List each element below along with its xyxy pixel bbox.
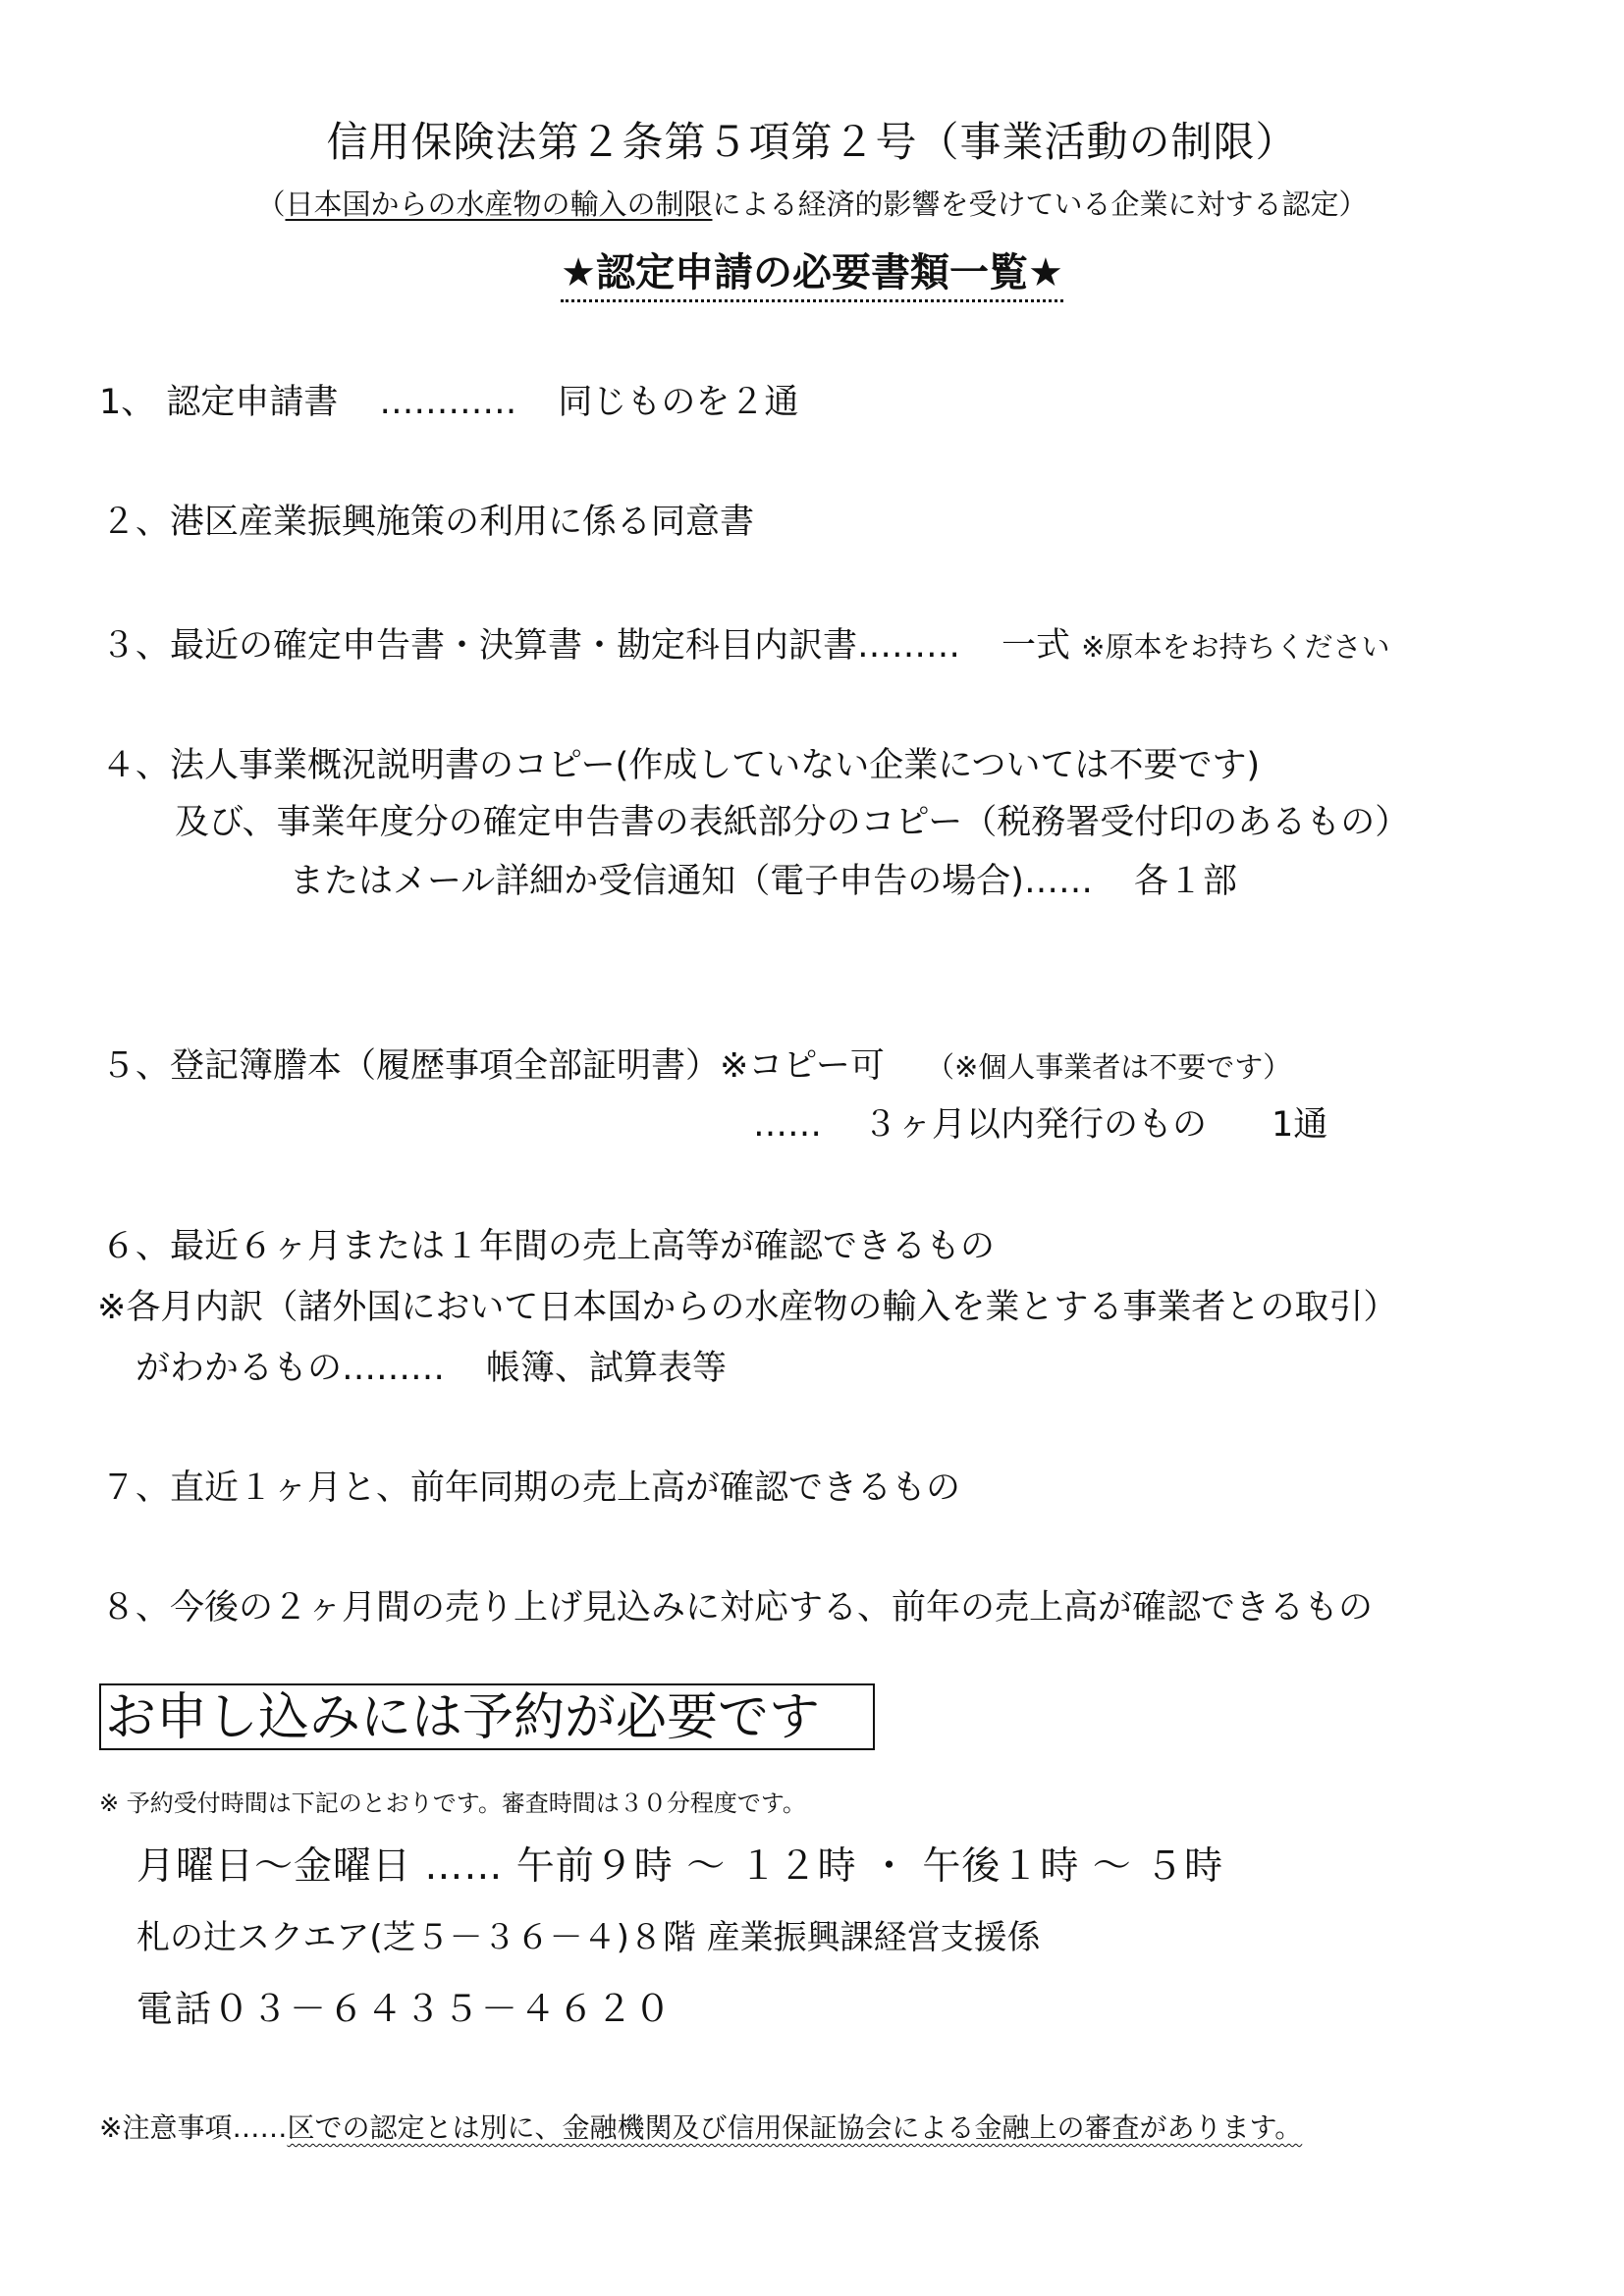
reservation-hours: 月曜日～金曜日 …… 午前９時 ～ １２時 ・ 午後１時 ～ ５時 (136, 1844, 1224, 1889)
item-8: ８、今後の２ヶ月間の売り上げ見込みに対応する、前年の売上高が確認できるもの (101, 1588, 1374, 1628)
item-6-line-2: ※各月内訳（諸外国において日本国からの水産物の輸入を業とする事業者との取引） (97, 1288, 1398, 1327)
item-4-detail: 各１部 (1133, 862, 1237, 901)
item-4-line-1: ４、法人事業概況説明書のコピー(作成していない企業については不要です) (101, 746, 1261, 785)
item-3-note: ※原本をお持ちください (1081, 630, 1390, 664)
required-documents-heading (0, 241, 1624, 297)
item-4-line-3 (290, 854, 1237, 903)
subtitle-underlined-text: 日本国からの水産物の輸入の制限 (285, 187, 713, 221)
item-1-dots: ………… (379, 383, 517, 422)
phone-number: 電話０３－６４３５－４６２０ (136, 1988, 673, 2030)
document-subtitle (0, 183, 1624, 223)
item-4-line-2: 及び、事業年度分の確定申告書の表紙部分のコピー（税務署受付印のあるもの） (175, 803, 1410, 842)
item-3 (101, 618, 1389, 667)
caution-prefix: ※注意事項…… (99, 2111, 288, 2144)
item-5-line-2 (753, 1097, 1327, 1147)
item-1-detail: 同じものを２通 (558, 383, 799, 422)
item-6-detail: 帳簿、試算表等 (486, 1349, 728, 1388)
item-3-detail: 一式 (1001, 626, 1071, 666)
item-5-dots: …… (753, 1105, 822, 1145)
item-2 (101, 495, 754, 544)
item-5-validity: ３ヶ月以内発行のもの (863, 1105, 1208, 1145)
reservation-note: ※ 予約受付時間は下記のとおりです。審査時間は３０分程度です。 (99, 1789, 806, 1817)
caution-text: 区での認定とは別に、金融機関及び信用保証協会による金融上の審査があります。 (287, 2111, 1303, 2144)
item-5-note: （※個人事業者は不要です） (925, 1050, 1292, 1084)
office-address: 札の辻スクエア(芝５－３６－４)８階 産業振興課経営支援係 (136, 1918, 1041, 1957)
item-1-label: 1、 認定申請書 (99, 383, 339, 422)
document-title: 信用保険法第２条第５項第２号（事業活動の制限） (326, 118, 1298, 166)
item-6-line-1: ６、最近６ヶ月または１年間の売上高等が確認できるもの (101, 1227, 996, 1266)
item-4-line-3-text: またはメール詳細か受信通知（電子申告の場合)…… (290, 862, 1093, 901)
subtitle-open-paren: （ (256, 187, 286, 221)
item-2-label: ２、港区産業振興施策の利用に係る同意書 (101, 503, 755, 542)
item-5-detail: 1通 (1272, 1105, 1328, 1145)
item-3-label: ３、最近の確定申告書・決算書・勘定科目内訳書……… (101, 626, 961, 666)
item-7: ７、直近１ヶ月と、前年同期の売上高が確認できるもの (101, 1468, 961, 1508)
heading-text: ★認定申請の必要書類一覧★ (561, 250, 1063, 302)
item-6-line-3-text: がわかるもの……… (135, 1349, 446, 1388)
item-5-line-1 (101, 1039, 1291, 1088)
item-6-line-3 (135, 1341, 727, 1390)
caution-note (99, 2107, 1302, 2146)
subtitle-rest-text: による経済的影響を受けている企業に対する認定） (712, 187, 1368, 221)
item-5-label: ５、登記簿謄本（履歴事項全部証明書）※コピー可 (101, 1046, 885, 1086)
reservation-required-box: お申し込みには予約が必要です (99, 1683, 875, 1750)
item-1 (99, 375, 798, 424)
